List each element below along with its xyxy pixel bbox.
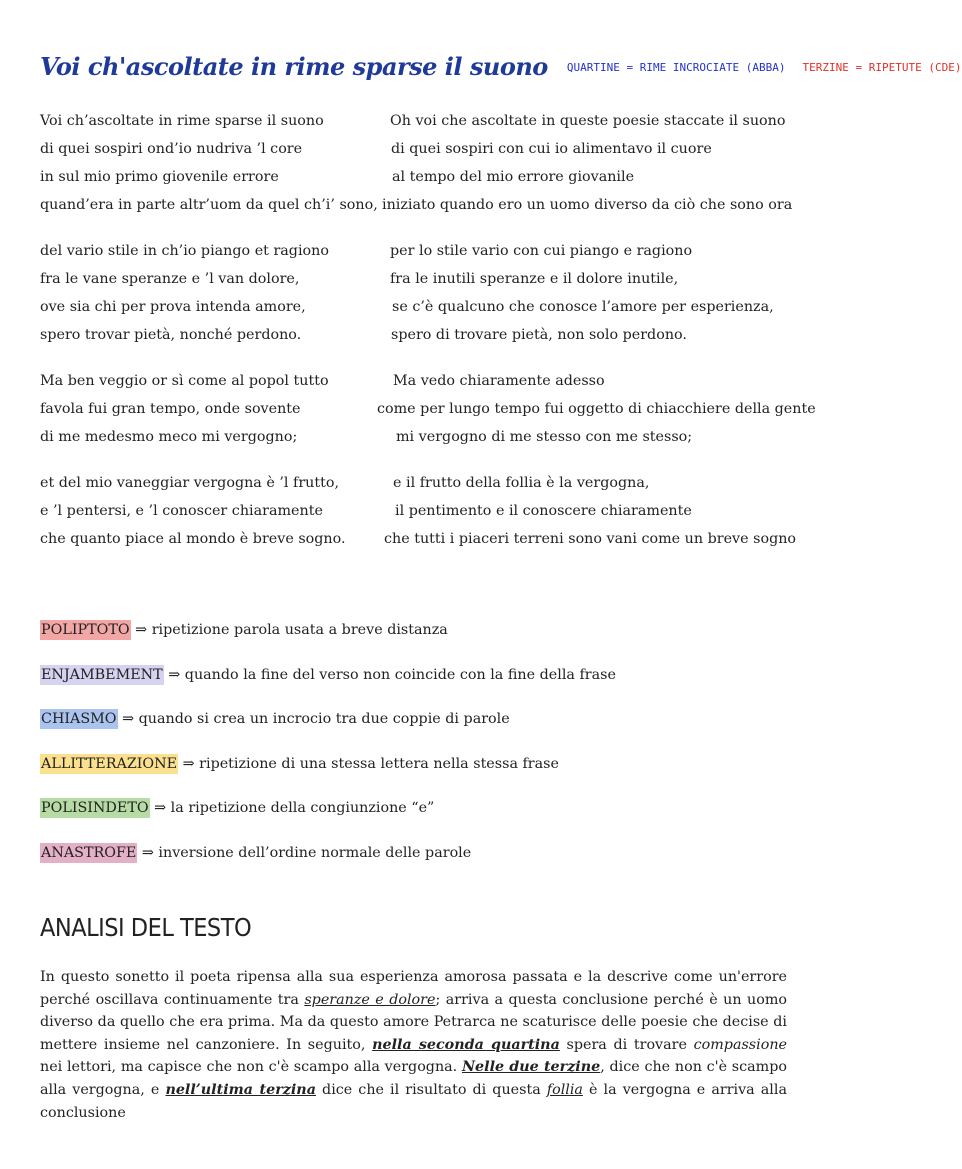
verse-original: quand’era in parte altr’uom da quel ch’i’ sono, [40,197,378,213]
verse-translation: mi vergogno di me stesso con me stesso; [396,429,693,445]
verse-translation: e il frutto della follia è la vergogna, [393,475,650,491]
arrow-icon: ⇒ [141,844,154,861]
definition-term: POLIPTOTO [41,622,130,638]
emphasis-follia: follia [546,1081,583,1098]
verse-original: et del mio vaneggiar vergogna è ’l frutto, [40,475,340,491]
analysis-paragraph [40,966,787,1124]
verse-translation: fra le inutili speranze e il dolore inutile, [390,271,679,287]
verse-original: spero trovar pietà, nonché perdono. [40,327,302,343]
verse-line [40,367,820,395]
poem-with-translation [40,107,820,571]
terzine-note: TERZINE = RIPETUTE (CDE) [802,61,962,74]
definition-enjambement [40,662,800,707]
analysis-text: spera di trovare [559,1036,694,1053]
verse-translation: che tutti i piaceri terreni sono vani come un breve sogno [384,531,797,547]
definition-chiasmo [40,706,800,751]
verse-line [40,525,820,553]
quartine-note: QUARTINE = RIME INCROCIATE (ABBA) [566,61,786,74]
verse-original: favola fui gran tempo, onde sovente [40,401,301,417]
verse-line [40,423,820,451]
stanza-4 [40,469,820,553]
emphasis-seconda-quartina: nella seconda quartina [372,1036,560,1053]
verse-translation: come per lungo tempo fui oggetto di chiacchiere della gente [377,401,816,417]
verse-line [40,469,820,497]
verse-translation: Oh voi che ascoltate in queste poesie staccate il suono [390,113,786,129]
verse-line [40,237,820,265]
header [40,52,962,81]
verse-translation: per lo stile vario con cui piango e ragiono [390,243,693,259]
verse-translation: Ma vedo chiaramente adesso [393,373,605,389]
verse-line [40,497,820,525]
verse-original: fra le vane speranze e ’l van dolore, [40,271,300,287]
stanza-1 [40,107,820,219]
verse-line [40,293,820,321]
definition-term: ALLITTERAZIONE [41,755,178,772]
analysis-text: ; arriva a questa conclusione perché è un uomo diverso da quello che era prima. Ma da questo amore Petrarca ne scaturisce delle poesie che decise di mettere insieme nel canzoniere. In seguito, [40,991,787,1053]
verse-line [40,135,820,163]
definition-text: quando la fine del verso non coincide con la fine della frase [184,666,616,683]
analysis-text: dice che il risultato di questa [315,1081,547,1098]
verse-original: che quanto piace al mondo è breve sogno. [40,531,346,547]
definition-text: quando si crea un incrocio tra due coppie di parole [138,711,510,728]
definition-text: la ripetizione della congiunzione “e” [170,800,435,817]
definition-term: CHIASMO [41,711,117,728]
analysis-heading: ANALISI DEL TESTO [40,913,252,942]
verse-original: e ’l pentersi, e ’l conoscer chiaramente [40,503,323,519]
analysis-text: In questo sonetto il poeta ripensa alla sua esperienza amorosa passata e la descrive come un'errore perché oscillava continuamente tra [40,969,787,1008]
arrow-icon: ⇒ [182,755,195,772]
figures-legend [40,617,800,885]
verse-original: Voi ch’ascoltate in rime sparse il suono [40,113,324,129]
analysis-text: nei lettori, ma capisce che non c'è scampo alla vergogna. [40,1059,462,1076]
verse-translation: se c’è qualcuno che conosce l’amore per esperienza, [392,299,774,315]
definition-term: ENJAMBEMENT [41,666,163,683]
verse-line [40,163,820,191]
definition-poliptoto [40,617,800,662]
verse-translation: di quei sospiri con cui io alimentavo il cuore [391,141,712,157]
definition-term: POLISINDETO [41,800,149,817]
verse-original: in sul mio primo giovenile errore [40,169,279,185]
stanza-3 [40,367,820,451]
verse-original: del vario stile in ch’io piango et ragiono [40,243,329,259]
emphasis-due-terzine: Nelle due terzine [461,1059,601,1076]
verse-line [40,107,820,135]
definition-polisindeto [40,795,800,840]
emphasis-ultima-terzina: nell’ultima terzina [165,1081,316,1098]
definition-allitterazione [40,751,800,796]
verse-line [40,395,820,423]
emphasis-speranze-dolore: speranze e dolore [304,991,436,1008]
analysis-text: è la vergogna e arriva alla conclusione [40,1081,787,1121]
definition-text: inversione dell’ordine normale delle parole [158,844,472,861]
verse-line [40,265,820,293]
emphasis-compassione: compassione [693,1036,787,1053]
verse-original: di quei sospiri ond’io nudriva ’l core [40,141,303,157]
verse-translation: spero di trovare pietà, non solo perdono. [391,327,687,343]
definition-term: ANASTROFE [41,844,137,861]
poem-title: Voi ch'ascoltate in rime sparse il suono [40,52,548,81]
stanza-2 [40,237,820,349]
verse-translation: al tempo del mio errore giovanile [392,169,635,185]
verse-translation: il pentimento e il conoscere chiaramente [395,503,692,519]
verse-original: Ma ben veggio or sì come al popol tutto [40,373,329,389]
definition-text: ripetizione parola usata a breve distanza [151,622,448,638]
verse-original: ove sia chi per prova intenda amore, [40,299,306,315]
definition-text: ripetizione di una stessa lettera nella stessa frase [199,755,559,772]
arrow-icon: ⇒ [135,622,148,638]
definition-anastrofe [40,840,800,885]
verse-line [40,191,820,219]
analysis-text: , dice che non c'è scampo alla vergogna, e [40,1059,787,1098]
verse-translation: iniziato quando ero un uomo diverso da ciò che sono ora [382,197,793,213]
arrow-icon: ⇒ [168,666,181,683]
arrow-icon: ⇒ [154,800,167,817]
verse-original: di me medesmo meco mi vergogno; [40,429,298,445]
arrow-icon: ⇒ [122,711,135,728]
verse-line [40,321,820,349]
